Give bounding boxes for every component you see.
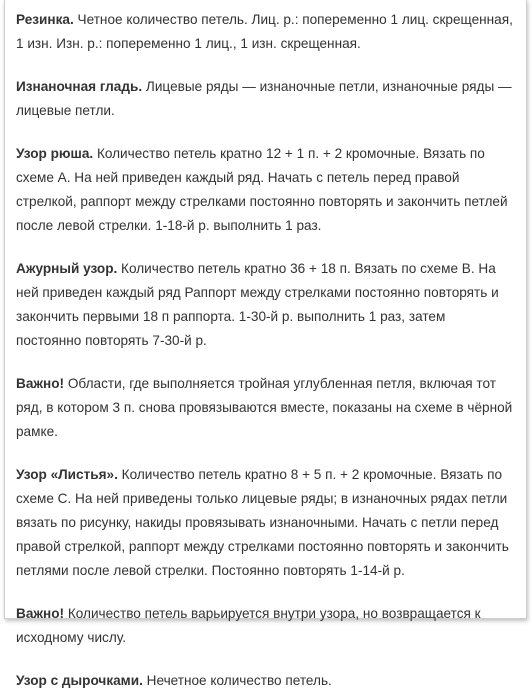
paragraph-eyelet-pattern bbox=[16, 669, 514, 693]
paragraph-text: Лицевые ряды — изнаночные петли, изнаночные ряды — лицевые петли. bbox=[16, 79, 512, 118]
paragraph-title: Важно! bbox=[16, 376, 65, 391]
paragraph-title: Узор рюша. bbox=[16, 146, 94, 161]
paragraph-title: Изнаночная гладь. bbox=[16, 79, 143, 94]
paragraph-leaves-pattern bbox=[16, 463, 514, 583]
paragraph-text: Количество петель кратно 36 + 18 п. Вязать по схеме В. На ней приведен каждый ряд Раппорт между стрелками постоянно повторять и закончить первыми 18 п раппорта. 1-30-й р. выполнить 1 раз, затем постоянно повторять 7-30-й р. bbox=[16, 261, 499, 348]
paragraph-reverse-stockinette bbox=[16, 75, 514, 123]
paragraph-title: Узор «Листья». bbox=[16, 467, 118, 482]
paragraph-lace-pattern bbox=[16, 257, 514, 353]
paragraph-text: Четное количество петель. Лиц. р.: попеременно 1 лиц. скрещенная, 1 изн. Изн. р.: попеременно 1 лиц., 1 изн. скрещенная. bbox=[16, 12, 513, 51]
paragraph-title: Важно! bbox=[16, 606, 65, 621]
paragraph-title: Ажурный узор. bbox=[16, 261, 118, 276]
paragraph-text: Количество петель варьируется внутри узора, но возвращается к исходному числу. bbox=[16, 606, 481, 645]
paragraph-text: Области, где выполняется тройная углубленная петля, включая тот ряд, в котором 3 п. снова провязываются вместе, показаны на схеме в чёрной рамке. bbox=[16, 376, 513, 439]
paragraph-ruffle-pattern bbox=[16, 142, 514, 238]
paragraph-text: Количество петель кратно 8 + 5 п. + 2 кромочные. Вязать по схеме С. На ней приведены только лицевые ряды; в изнаночных рядах петли вязать по рисунку, накиды провязывать изнаночными. Начать с петли перед правой стрелкой, раппорт между стрелками постоянно повторять и закончить петлями после левой стрелки. Постоянно повторять 1-14-й р. bbox=[16, 467, 509, 578]
paragraph-text: Количество петель кратно 12 + 1 п. + 2 кромочные. Вязать по схеме А. На ней приведен каждый ряд. Начать с петель перед правой стрелкой, раппорт между стрелками постоянно повторять и закончить петлей после левой стрелки. 1-18-й р. выполнить 1 раз. bbox=[16, 146, 508, 233]
paragraph-important-note-1 bbox=[16, 372, 514, 444]
paragraph-important-note-2 bbox=[16, 602, 514, 650]
document-content bbox=[5, 0, 526, 693]
paragraph-text: Нечетное количество петель. bbox=[142, 673, 332, 688]
paragraph-title: Узор с дырочками. bbox=[16, 673, 143, 688]
paragraph-title: Резинка. bbox=[16, 12, 74, 27]
paragraph-rib bbox=[16, 8, 514, 56]
document-frame bbox=[4, 0, 527, 688]
